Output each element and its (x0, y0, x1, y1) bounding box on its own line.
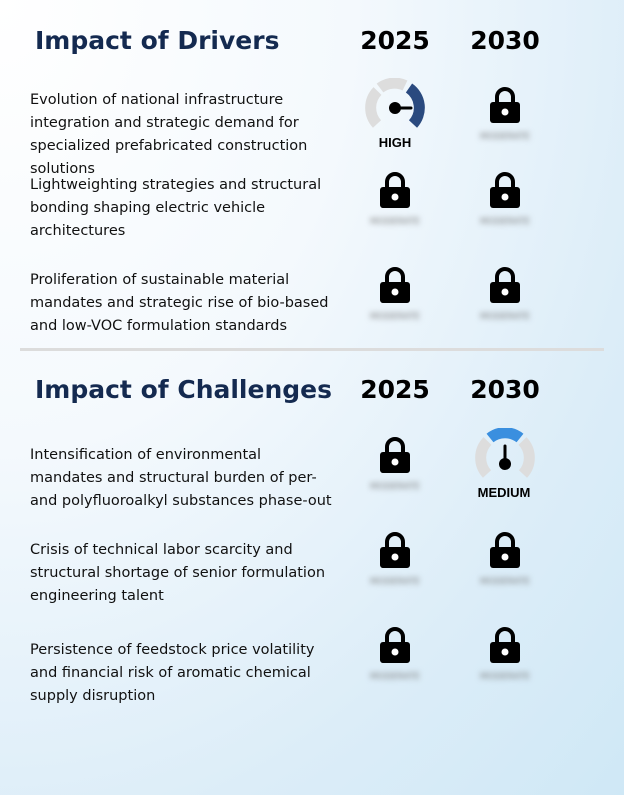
impact-level-blurred: MODERATE (370, 672, 420, 682)
gauge-medium-icon (475, 428, 535, 488)
impact-level-blurred: MODERATE (370, 577, 420, 587)
challenges-year-2030: 2030 (470, 375, 540, 404)
gauge-high-icon (365, 78, 425, 138)
challenge-row-2-text: Crisis of technical labor scarcity and structural shortage of senior formulation engineering talent (30, 542, 326, 604)
gauge-medium-label: MEDIUM (477, 485, 531, 500)
section-divider (20, 348, 604, 351)
drivers-title: Impact of Drivers (35, 26, 280, 55)
lock-icon (380, 532, 410, 568)
lock-icon (490, 87, 520, 123)
impact-level-blurred: MODERATE (370, 482, 420, 492)
driver-row-3-text: Proliferation of sustainable material mandates and strategic rise of bio-based and low-VOC formulation standards (30, 272, 329, 334)
impact-level-blurred: MODERATE (480, 312, 530, 322)
gauge-high-label: HIGH (378, 135, 412, 150)
impact-level-blurred: MODERATE (370, 312, 420, 322)
lock-icon (380, 627, 410, 663)
lock-icon (490, 627, 520, 663)
driver-row-1-text: Evolution of national infrastructure integration and strategic demand for specialized prefabricated construction solutions (30, 92, 308, 177)
challenges-year-2025: 2025 (360, 375, 430, 404)
lock-icon (490, 267, 520, 303)
challenge-row-1-text: Intensification of environmental mandates and structural burden of per- and polyfluoroalkyl substances phase-out (30, 447, 332, 509)
lock-icon (490, 172, 520, 208)
impact-level-blurred: MODERATE (480, 132, 530, 142)
lock-icon (380, 437, 410, 473)
drivers-year-2025: 2025 (360, 26, 430, 55)
impact-level-blurred: MODERATE (370, 217, 420, 227)
driver-row-2-text: Lightweighting strategies and structural bonding shaping electric vehicle architectures (30, 177, 322, 239)
lock-icon (380, 267, 410, 303)
impact-level-blurred: MODERATE (480, 577, 530, 587)
impact-level-blurred: MODERATE (480, 217, 530, 227)
lock-icon (380, 172, 410, 208)
challenge-row-3-text: Persistence of feedstock price volatility and financial risk of aromatic chemical supply disruption (30, 642, 315, 704)
impact-level-blurred: MODERATE (480, 672, 530, 682)
lock-icon (490, 532, 520, 568)
drivers-year-2030: 2030 (470, 26, 540, 55)
challenges-title: Impact of Challenges (35, 375, 332, 404)
